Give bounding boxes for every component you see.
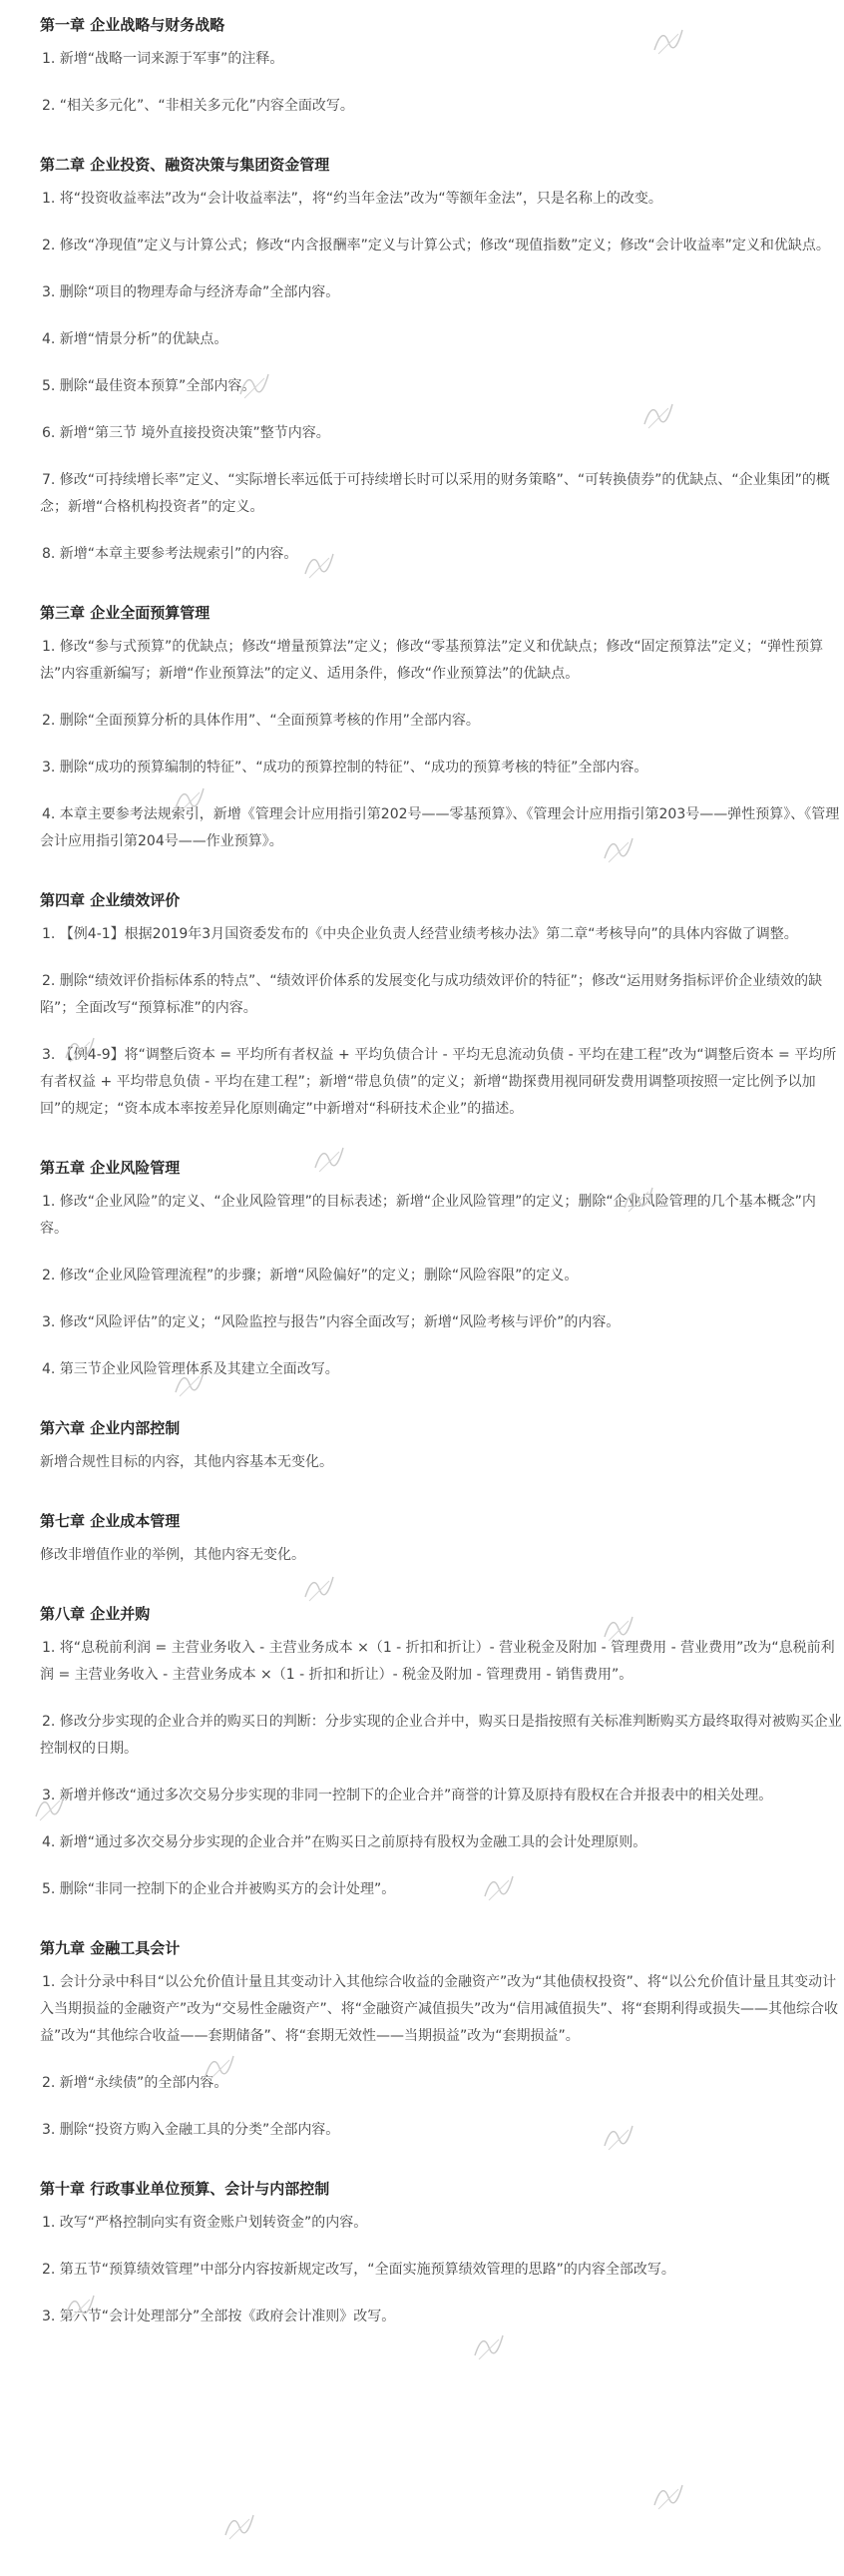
chapter-heading: 第八章 企业并购 <box>40 1605 151 1623</box>
change-item: 3. 【例4-9】将“调整后资本 = 平均所有者权益 + 平均负债合计 - 平均无息流动负债 - 平均在建工程”改为“调整后资本 = 平均所有者权益 + 平均带息负债 - 平均在建工程”；新增“带息负债”的定义；新增“勘探费用视同研发费用调整项按照一定比例予以加回”的规定；“资本成本率按差异化原则确定”中新增对“科研技术企业”的描述。 <box>40 1047 837 1117</box>
chapter-heading: 第四章 企业绩效评价 <box>40 891 181 909</box>
chapter-note: 新增合规性目标的内容，其他内容基本无变化。 <box>40 1454 333 1470</box>
change-item: 3. 删除“投资方购入金融工具的分类”全部内容。 <box>42 2122 340 2138</box>
chapter-heading: 第一章 企业战略与财务战略 <box>40 16 225 34</box>
chapter-heading: 第七章 企业成本管理 <box>40 1512 181 1530</box>
change-item: 4. 第三节企业风险管理体系及其建立全面改写。 <box>42 1361 339 1377</box>
change-item: 3. 第六节“会计处理部分”全部按《政府会计准则》改写。 <box>42 2309 396 2324</box>
chapter-heading: 第十章 行政事业单位预算、会计与内部控制 <box>40 2180 330 2198</box>
change-item: 4. 新增“情景分析”的优缺点。 <box>42 331 228 347</box>
change-item: 1. 【例4-1】根据2019年3月国资委发布的《中央企业负责人经营业绩考核办法》第二章“考核导向”的具体内容做了调整。 <box>42 926 798 942</box>
change-item: 2. 删除“全面预算分析的具体作用”、“全面预算考核的作用”全部内容。 <box>42 713 480 729</box>
change-item: 1. 将“投资收益率法”改为“会计收益率法”，将“约当年金法”改为“等额年金法”，只是名称上的改变。 <box>42 191 662 207</box>
change-item: 4. 本章主要参考法规索引，新增《管理会计应用指引第202号——零基预算》、《管理会计应用指引第203号——弹性预算》、《管理会计应用指引第204号——作业预算》。 <box>40 806 840 849</box>
chapter-heading: 第六章 企业内部控制 <box>40 1419 181 1437</box>
chapter-heading: 第二章 企业投资、融资决策与集团资金管理 <box>40 156 330 174</box>
change-item: 1. 将“息税前利润 = 主营业务收入 - 主营业务成本 ×（1 - 折扣和折让）- 营业税金及附加 - 管理费用 - 营业费用”改为“息税前利润 = 主营业务收入 - 主营业务成本 ×（1 - 折扣和折让）- 税金及附加 - 管理费用 - 销售费用”。 <box>40 1640 835 1683</box>
change-item: 3. 删除“项目的物理寿命与经济寿命”全部内容。 <box>42 284 340 300</box>
change-item: 5. 删除“非同一控制下的企业合并被购买方的会计处理”。 <box>42 1881 396 1897</box>
change-item: 2. 第五节“预算绩效管理”中部分内容按新规定改写，“全面实施预算绩效管理的思路”的内容全部改写。 <box>42 2262 675 2278</box>
change-item: 8. 新增“本章主要参考法规索引”的内容。 <box>42 546 298 562</box>
watermark-icon <box>648 2475 692 2515</box>
change-item: 1. 会计分录中科目“以公允价值计量且其变动计入其他综合收益的金融资产”改为“其他债权投资”、将“以公允价值计量且其变动计入当期损益的金融资产”改为“交易性金融资产”、将“金融资产减值损失”改为“信用减值损失”、将“套期利得或损失——其他综合收益”改为“其他综合收益——套期储备”、将“套期无效性——当期损益”改为“套期损益”。 <box>40 1974 839 2044</box>
change-item: 2. 修改“净现值”定义与计算公式；修改“内含报酬率”定义与计算公式；修改“现值指数”定义；修改“会计收益率”定义和优缺点。 <box>42 238 830 254</box>
change-item: 2. 修改分步实现的企业合并的购买日的判断：分步实现的企业合并中，购买日是指按照有关标准判断购买方最终取得对被购买企业控制权的日期。 <box>40 1714 842 1757</box>
change-item: 1. 修改“企业风险”的定义、“企业风险管理”的目标表述；新增“企业风险管理”的定义；删除“企业风险管理的几个基本概念”内容。 <box>40 1194 816 1237</box>
change-item: 2. 新增“永续债”的全部内容。 <box>42 2075 228 2091</box>
chapter-heading: 第五章 企业风险管理 <box>40 1159 181 1177</box>
change-item: 1. 改写“严格控制向实有资金账户划转资金”的内容。 <box>42 2215 368 2231</box>
chapter-note: 修改非增值作业的举例，其他内容无变化。 <box>40 1547 305 1563</box>
change-item: 3. 新增并修改“通过多次交易分步实现的非同一控制下的企业合并”商誉的计算及原持有股权在合并报表中的相关处理。 <box>42 1788 773 1803</box>
change-item: 4. 新增“通过多次交易分步实现的企业合并”在购买日之前原持有股权为金融工具的会计处理原则。 <box>42 1834 647 1850</box>
change-item: 5. 删除“最佳资本预算”全部内容。 <box>42 378 256 394</box>
watermark-icon <box>219 2505 263 2545</box>
change-item: 7. 修改“可持续增长率”定义、“实际增长率远低于可持续增长时可以采用的财务策略”、“可转换债券”的优缺点、“企业集团”的概念；新增“合格机构投资者”的定义。 <box>40 472 830 515</box>
change-item: 1. 修改“参与式预算”的优缺点；修改“增量预算法”定义；修改“零基预算法”定义和优缺点；修改“固定预算法”定义；“弹性预算法”内容重新编写；新增“作业预算法”的定义、适用条件，修改“作业预算法”的优缺点。 <box>40 639 824 682</box>
chapter-heading: 第九章 金融工具会计 <box>40 1939 181 1957</box>
change-item: 2. 修改“企业风险管理流程”的步骤；新增“风险偏好”的定义；删除“风险容限”的定义。 <box>42 1268 579 1284</box>
change-item: 6. 新增“第三节 境外直接投资决策”整节内容。 <box>42 425 330 441</box>
change-item: 2. “相关多元化”、“非相关多元化”内容全面改写。 <box>42 98 354 114</box>
chapter-heading: 第三章 企业全面预算管理 <box>40 604 211 622</box>
change-item: 2. 删除“绩效评价指标体系的特点”、“绩效评价体系的发展变化与成功绩效评价的特征”；修改“运用财务指标评价企业绩效的缺陷”；全面改写“预算标准”的内容。 <box>40 973 823 1016</box>
change-item: 1. 新增“战略一词来源于军事”的注释。 <box>42 51 284 67</box>
change-item: 3. 修改“风险评估”的定义；“风险监控与报告”内容全面改写；新增“风险考核与评价”的内容。 <box>42 1314 621 1330</box>
change-item: 3. 删除“成功的预算编制的特征”、“成功的预算控制的特征”、“成功的预算考核的特征”全部内容。 <box>42 760 648 775</box>
